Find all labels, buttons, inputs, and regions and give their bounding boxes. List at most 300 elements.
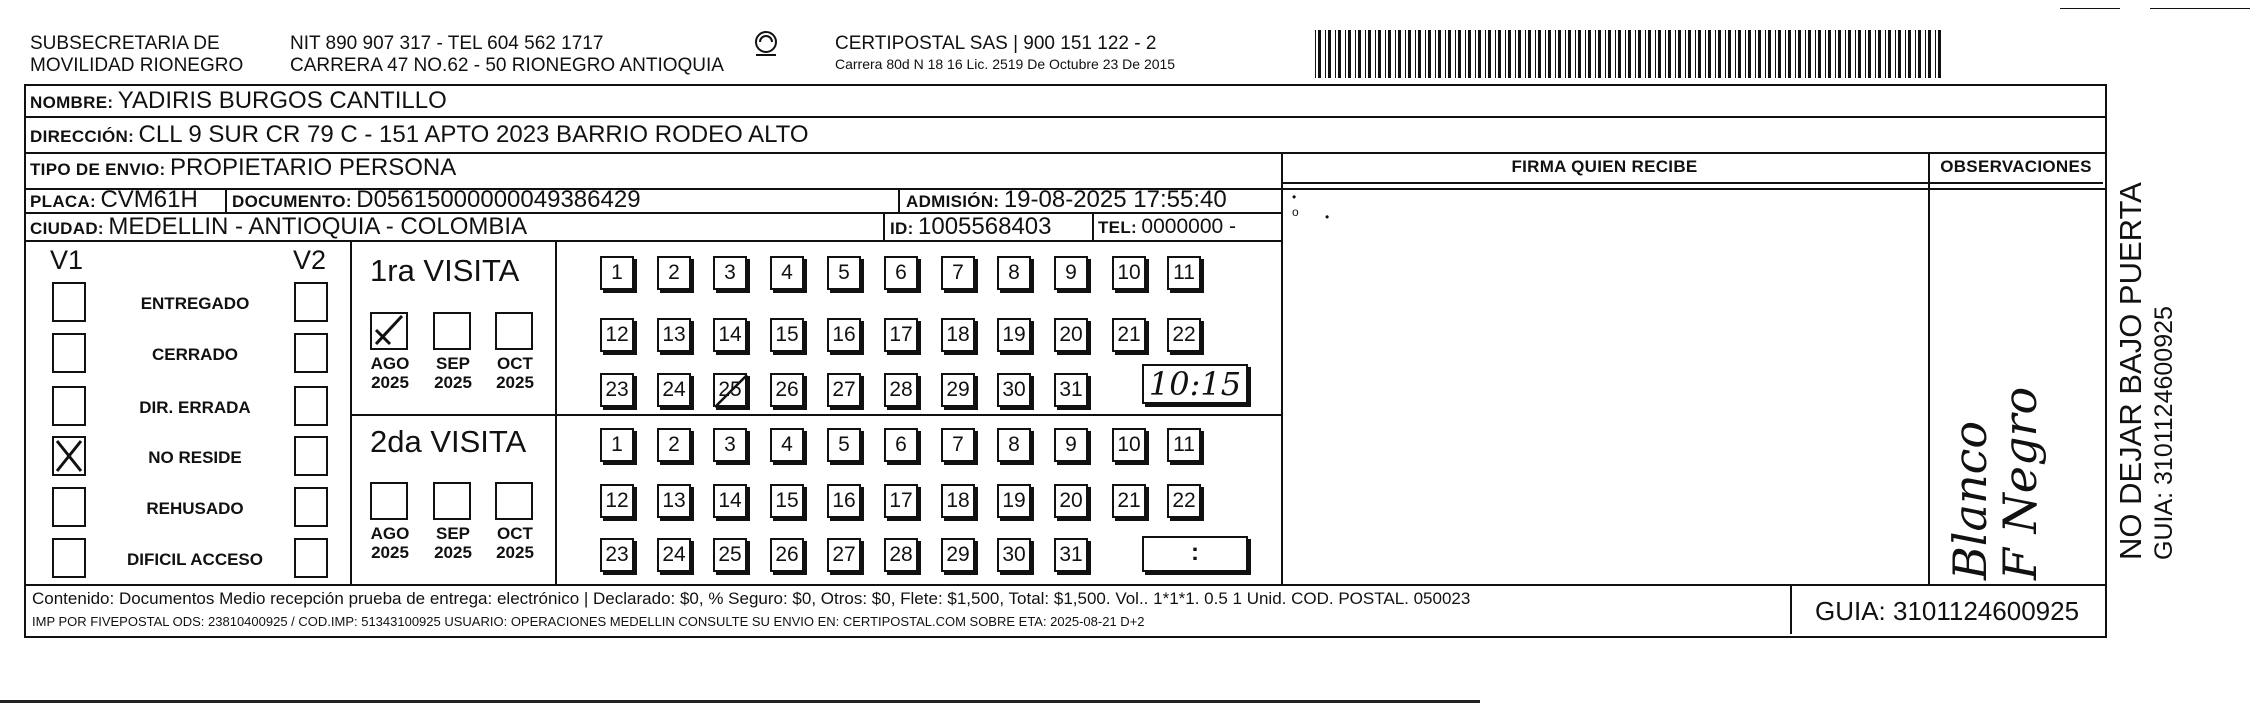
day-box[interactable]: 12 bbox=[600, 318, 634, 352]
day-box[interactable]: 19 bbox=[997, 318, 1031, 352]
barcode-bar bbox=[1558, 30, 1561, 78]
barcode-bar bbox=[1728, 30, 1731, 78]
observaciones-header: OBSERVACIONES bbox=[1940, 157, 2092, 176]
first-visit-time-value: 10:15 bbox=[1148, 365, 1242, 403]
tipo-value: PROPIETARIO PERSONA bbox=[169, 154, 457, 181]
day-box[interactable]: 19 bbox=[997, 484, 1031, 518]
row-divider bbox=[24, 584, 2105, 586]
barcode-bar bbox=[1805, 30, 1806, 78]
barcode-bar bbox=[1605, 30, 1606, 78]
ciudad-value: MEDELLIN - ANTIOQUIA - COLOMBIA bbox=[108, 213, 528, 240]
tipo-label: TIPO DE ENVIO: bbox=[30, 160, 166, 179]
barcode-bar bbox=[1785, 30, 1786, 78]
tel-value: 0000000 - bbox=[1141, 215, 1237, 238]
month-checkbox[interactable] bbox=[495, 312, 533, 350]
barcode-bar bbox=[1868, 30, 1871, 78]
admision-label: ADMISIÓN: bbox=[906, 192, 1000, 211]
barcode-bar bbox=[1388, 30, 1391, 78]
barcode-bar bbox=[1365, 30, 1366, 78]
admision-value: 19-08-2025 17:55:40 bbox=[1003, 186, 1227, 213]
barcode-bar bbox=[1778, 30, 1781, 78]
barcode-bar bbox=[1595, 30, 1596, 78]
id-field bbox=[890, 213, 1052, 244]
barcode-bar bbox=[1925, 30, 1926, 78]
tel-label: TEL: bbox=[1098, 218, 1137, 237]
day-box[interactable]: 2 bbox=[657, 256, 691, 290]
day-box[interactable]: 26 bbox=[770, 538, 804, 572]
v1-checkbox[interactable] bbox=[52, 386, 86, 426]
day-box[interactable]: 31 bbox=[1054, 538, 1088, 572]
barcode bbox=[1315, 30, 1951, 78]
barcode-bar bbox=[1648, 30, 1651, 78]
issuer-name bbox=[30, 33, 243, 77]
month-year: 2025 bbox=[434, 543, 472, 562]
day-box[interactable]: 21 bbox=[1112, 318, 1146, 352]
check-x-icon bbox=[54, 438, 84, 474]
month-label bbox=[489, 524, 541, 562]
status-label: ENTREGADO bbox=[140, 294, 250, 313]
day-box[interactable]: 25 bbox=[713, 538, 747, 572]
signature-mark: • bbox=[1325, 210, 1330, 224]
barcode-bar bbox=[1898, 30, 1901, 78]
v1-checkbox[interactable] bbox=[52, 436, 86, 476]
month-year: 2025 bbox=[496, 543, 534, 562]
issuer-line-1: SUBSECRETARIA DE bbox=[30, 33, 220, 54]
barcode-bar bbox=[1835, 30, 1836, 78]
day-box[interactable]: 18 bbox=[941, 318, 975, 352]
barcode-bar bbox=[1828, 30, 1831, 78]
barcode-bar bbox=[1798, 30, 1801, 78]
column-divider bbox=[1281, 152, 1283, 584]
day-box[interactable]: 17 bbox=[884, 318, 918, 352]
courier-line: CERTIPOSTAL SAS | 900 151 122 - 2 bbox=[835, 33, 1157, 54]
barcode-bar bbox=[1575, 30, 1576, 78]
barcode-bar bbox=[1758, 30, 1761, 78]
v1-checkbox[interactable] bbox=[52, 333, 86, 373]
courier-info bbox=[835, 33, 1175, 73]
barcode-bar bbox=[1705, 30, 1706, 78]
barcode-bar bbox=[1688, 30, 1691, 78]
barcode-bar bbox=[1718, 30, 1721, 78]
barcode-bar bbox=[1915, 30, 1916, 78]
month-year: 2025 bbox=[434, 373, 472, 392]
day-box[interactable]: 5 bbox=[827, 256, 861, 290]
barcode-bar bbox=[1445, 30, 1446, 78]
id-value: 1005568403 bbox=[918, 213, 1052, 240]
signature-mark: o bbox=[1292, 205, 1299, 219]
barcode-bar bbox=[1918, 30, 1921, 78]
v2-checkbox[interactable] bbox=[294, 282, 328, 322]
barcode-bar bbox=[1508, 30, 1511, 78]
observacion-line-2: F Negro bbox=[1993, 386, 2047, 580]
barcode-bar bbox=[1658, 30, 1661, 78]
barcode-bar bbox=[1928, 30, 1931, 78]
barcode-bar bbox=[1615, 30, 1616, 78]
day-box[interactable]: 4 bbox=[770, 256, 804, 290]
barcode-bar bbox=[1328, 30, 1331, 78]
status-label: CERRADO bbox=[152, 345, 238, 364]
barcode-bar bbox=[1428, 30, 1431, 78]
v2-header: V2 bbox=[293, 245, 327, 275]
month-checkbox[interactable] bbox=[495, 482, 533, 520]
v2-checkbox[interactable] bbox=[294, 538, 328, 578]
barcode-bar bbox=[1355, 30, 1356, 78]
barcode-bar bbox=[1765, 30, 1766, 78]
day-box[interactable]: 24 bbox=[657, 373, 691, 407]
ciudad-row bbox=[30, 213, 527, 244]
check-x-icon bbox=[372, 314, 406, 348]
barcode-bar bbox=[1878, 30, 1881, 78]
v1-checkbox[interactable] bbox=[52, 538, 86, 578]
barcode-bar bbox=[1475, 30, 1476, 78]
v1-checkbox[interactable] bbox=[52, 282, 86, 322]
month-name: OCT bbox=[497, 524, 533, 543]
barcode-bar bbox=[1738, 30, 1741, 78]
status-divider bbox=[350, 240, 352, 584]
barcode-bar bbox=[1908, 30, 1911, 78]
status-label: REHUSADO bbox=[146, 499, 244, 518]
barcode-bar bbox=[1348, 30, 1351, 78]
visit-divider bbox=[350, 414, 1282, 416]
barcode-bar bbox=[1538, 30, 1541, 78]
barcode-bar bbox=[1338, 30, 1341, 78]
direccion-value: CLL 9 SUR CR 79 C - 151 APTO 2023 BARRIO RODEO ALTO bbox=[138, 121, 809, 148]
tel-field bbox=[1098, 213, 1236, 243]
month-checkbox[interactable] bbox=[370, 482, 408, 520]
day-box[interactable]: 3 bbox=[713, 256, 747, 290]
barcode-bar bbox=[1748, 30, 1751, 78]
day-box[interactable]: 2 bbox=[657, 428, 691, 462]
v2-checkbox[interactable] bbox=[294, 487, 328, 527]
column-divider bbox=[898, 188, 900, 214]
barcode-bar bbox=[1938, 30, 1941, 78]
side-text bbox=[2113, 100, 2193, 560]
day-box[interactable]: 13 bbox=[657, 318, 691, 352]
day-box[interactable]: 27 bbox=[827, 373, 861, 407]
v1-header: V1 bbox=[50, 245, 84, 275]
direccion-row bbox=[30, 121, 809, 152]
day-box[interactable]: 30 bbox=[997, 373, 1031, 407]
barcode-bar bbox=[1378, 30, 1381, 78]
barcode-bar bbox=[1905, 30, 1906, 78]
no-dejar-warning: NO DEJAR BAJO PUERTA bbox=[2113, 182, 2148, 560]
v2-checkbox[interactable] bbox=[294, 386, 328, 426]
barcode-bar bbox=[1858, 30, 1861, 78]
day-box[interactable]: 16 bbox=[827, 318, 861, 352]
barcode-bar bbox=[1885, 30, 1886, 78]
day-box[interactable]: 28 bbox=[884, 538, 918, 572]
footer-guia: GUIA: 3101124600925 bbox=[1814, 596, 2080, 626]
barcode-bar bbox=[1405, 30, 1406, 78]
column-divider bbox=[1928, 152, 1930, 584]
day-box[interactable]: 9 bbox=[1054, 256, 1088, 290]
v2-checkbox[interactable] bbox=[294, 333, 328, 373]
barcode-bar bbox=[1398, 30, 1401, 78]
day-box[interactable]: 10 bbox=[1112, 428, 1146, 462]
day-box[interactable]: 11 bbox=[1167, 256, 1201, 290]
day-box[interactable]: 10 bbox=[1112, 256, 1146, 290]
barcode-bar bbox=[1588, 30, 1591, 78]
barcode-bar bbox=[1628, 30, 1631, 78]
second-visit-time bbox=[1142, 536, 1248, 572]
first-visit-time bbox=[1142, 364, 1248, 404]
license-line: Carrera 80d N 18 16 Lic. 2519 De Octubre 23 De 2015 bbox=[835, 56, 1176, 72]
v1-checkbox[interactable] bbox=[52, 487, 86, 527]
barcode-bar bbox=[1775, 30, 1776, 78]
barcode-bar bbox=[1698, 30, 1701, 78]
day-box[interactable]: 14 bbox=[713, 318, 747, 352]
day-box[interactable]: 31 bbox=[1054, 373, 1088, 407]
barcode-bar bbox=[1635, 30, 1636, 78]
barcode-bar bbox=[1408, 30, 1411, 78]
second-visit-title: 2da VISITA bbox=[370, 424, 527, 459]
barcode-bar bbox=[1795, 30, 1796, 78]
day-box[interactable]: 22 bbox=[1167, 318, 1201, 352]
day-box[interactable]: 25 bbox=[713, 373, 747, 407]
month-label bbox=[364, 524, 416, 562]
barcode-bar bbox=[1715, 30, 1716, 78]
issuer-contact bbox=[290, 33, 724, 77]
side-guia: GUIA: 3101124600925 bbox=[2150, 306, 2178, 560]
visit-divider bbox=[555, 240, 557, 584]
day-box[interactable]: 21 bbox=[1112, 484, 1146, 518]
barcode-bar bbox=[1695, 30, 1696, 78]
barcode-bar bbox=[1865, 30, 1866, 78]
day-box[interactable]: 20 bbox=[1054, 318, 1088, 352]
month-label bbox=[427, 354, 479, 392]
day-box[interactable]: 6 bbox=[884, 256, 918, 290]
barcode-bar bbox=[1678, 30, 1681, 78]
barcode-bar bbox=[1528, 30, 1531, 78]
day-box[interactable]: 23 bbox=[600, 373, 634, 407]
day-box[interactable]: 1 bbox=[600, 256, 634, 290]
barcode-bar bbox=[1598, 30, 1601, 78]
barcode-bar bbox=[1755, 30, 1756, 78]
day-box[interactable]: 13 bbox=[657, 484, 691, 518]
barcode-bar bbox=[1888, 30, 1891, 78]
address-line: CARRERA 47 NO.62 - 50 RIONEGRO ANTIOQUIA bbox=[290, 55, 724, 76]
day-strike-icon bbox=[713, 373, 749, 409]
barcode-bar bbox=[1768, 30, 1771, 78]
barcode-bar bbox=[1415, 30, 1416, 78]
day-box[interactable]: 4 bbox=[770, 428, 804, 462]
barcode-bar bbox=[1565, 30, 1566, 78]
placa-label: PLACA: bbox=[30, 192, 97, 211]
barcode-bar bbox=[1788, 30, 1791, 78]
barcode-bar bbox=[1848, 30, 1851, 78]
month-checkbox[interactable] bbox=[433, 482, 471, 520]
month-checkbox[interactable] bbox=[433, 312, 471, 350]
placa-value: CVM61H bbox=[100, 186, 198, 213]
barcode-bar bbox=[1395, 30, 1396, 78]
barcode-bar bbox=[1838, 30, 1841, 78]
corner-mark bbox=[2060, 8, 2120, 9]
month-name: AGO bbox=[370, 524, 410, 543]
month-name: SEP bbox=[435, 524, 471, 543]
day-box[interactable]: 30 bbox=[997, 538, 1031, 572]
first-visit-title: 1ra VISITA bbox=[370, 253, 520, 288]
nombre-row bbox=[30, 87, 447, 118]
day-box[interactable]: 28 bbox=[884, 373, 918, 407]
nit-line: NIT 890 907 317 - TEL 604 562 1717 bbox=[290, 33, 604, 54]
day-box[interactable]: 24 bbox=[657, 538, 691, 572]
day-box[interactable]: 1 bbox=[600, 428, 634, 462]
barcode-bar bbox=[1895, 30, 1896, 78]
footer-line-1: Contenido: Documentos Medio recepción prueba de entrega: electrónico | Declarado: $0, % Seguro: $0, Otros: $0, Flete: $1,500, Total: $1,500. Vol.. 1*1*1. 0.5 1 Unid. COD. POSTAL. 050023 bbox=[32, 589, 1471, 608]
month-label bbox=[427, 524, 479, 562]
ciudad-label: CIUDAD: bbox=[30, 219, 104, 238]
barcode-bar bbox=[1438, 30, 1441, 78]
month-name: AGO bbox=[370, 354, 410, 373]
day-box[interactable]: 3 bbox=[713, 428, 747, 462]
barcode-bar bbox=[1585, 30, 1586, 78]
barcode-bar bbox=[1545, 30, 1546, 78]
day-box[interactable]: 26 bbox=[770, 373, 804, 407]
barcode-bar bbox=[1708, 30, 1711, 78]
barcode-bar bbox=[1685, 30, 1686, 78]
day-box[interactable]: 23 bbox=[600, 538, 634, 572]
barcode-bar bbox=[1465, 30, 1466, 78]
day-box[interactable]: 12 bbox=[600, 484, 634, 518]
day-box[interactable]: 29 bbox=[941, 373, 975, 407]
barcode-bar bbox=[1555, 30, 1556, 78]
barcode-bar bbox=[1385, 30, 1386, 78]
barcode-bar bbox=[1485, 30, 1486, 78]
month-name: SEP bbox=[435, 354, 471, 373]
barcode-bar bbox=[1448, 30, 1451, 78]
barcode-bar bbox=[1625, 30, 1626, 78]
barcode-bar bbox=[1618, 30, 1621, 78]
barcode-bar bbox=[1345, 30, 1346, 78]
barcode-bar bbox=[1468, 30, 1471, 78]
barcode-bar bbox=[1498, 30, 1501, 78]
corner-mark bbox=[2150, 8, 2250, 9]
barcode-bar bbox=[1875, 30, 1876, 78]
barcode-bar bbox=[1495, 30, 1496, 78]
day-box[interactable]: 17 bbox=[884, 484, 918, 518]
barcode-bar bbox=[1855, 30, 1856, 78]
barcode-bar bbox=[1935, 30, 1936, 78]
barcode-bar bbox=[1505, 30, 1506, 78]
status-label: NO RESIDE bbox=[148, 448, 242, 467]
day-box[interactable]: 8 bbox=[997, 256, 1031, 290]
firma-header: FIRMA QUIEN RECIBE bbox=[1511, 157, 1698, 176]
barcode-bar bbox=[1535, 30, 1536, 78]
day-box[interactable]: 14 bbox=[713, 484, 747, 518]
barcode-bar bbox=[1735, 30, 1736, 78]
barcode-bar bbox=[1818, 30, 1821, 78]
documento-value: D05615000000049386429 bbox=[356, 186, 641, 213]
barcode-bar bbox=[1368, 30, 1371, 78]
barcode-bar bbox=[1375, 30, 1376, 78]
direccion-label: DIRECCIÓN: bbox=[30, 127, 135, 146]
month-name: OCT bbox=[497, 354, 533, 373]
day-box[interactable]: 15 bbox=[770, 484, 804, 518]
signature-mark: • bbox=[1292, 190, 1297, 204]
barcode-bar bbox=[1425, 30, 1426, 78]
barcode-bar bbox=[1488, 30, 1491, 78]
barcode-bar bbox=[1525, 30, 1526, 78]
day-box[interactable]: 7 bbox=[941, 428, 975, 462]
nombre-value: YADIRIS BURGOS CANTILLO bbox=[117, 87, 447, 114]
barcode-bar bbox=[1578, 30, 1581, 78]
barcode-bar bbox=[1455, 30, 1456, 78]
day-box[interactable]: 27 bbox=[827, 538, 861, 572]
barcode-bar bbox=[1808, 30, 1811, 78]
barcode-bar bbox=[1358, 30, 1361, 78]
barcode-bar bbox=[1435, 30, 1436, 78]
month-year: 2025 bbox=[371, 543, 409, 562]
barcode-bar bbox=[1608, 30, 1611, 78]
day-box[interactable]: 15 bbox=[770, 318, 804, 352]
barcode-bar bbox=[1458, 30, 1461, 78]
day-box[interactable]: 6 bbox=[884, 428, 918, 462]
barcode-bar bbox=[1665, 30, 1666, 78]
barcode-bar bbox=[1568, 30, 1571, 78]
barcode-bar bbox=[1845, 30, 1846, 78]
barcode-bar bbox=[1418, 30, 1421, 78]
footer-line-2: IMP POR FIVEPOSTAL ODS: 23810400925 / COD.IMP: 51343100925 USUARIO: OPERACIONES MEDELLIN CONSULTE SU ENVIO EN: CERTIPOSTAL.COM SOBRE ETA: 2025-08-21 D+2 bbox=[32, 614, 1145, 629]
status-label: DIR. ERRADA bbox=[139, 398, 251, 417]
barcode-bar bbox=[1675, 30, 1676, 78]
nombre-label: NOMBRE: bbox=[30, 93, 114, 112]
day-box[interactable]: 9 bbox=[1054, 428, 1088, 462]
v2-checkbox[interactable] bbox=[294, 436, 328, 476]
barcode-bar bbox=[1548, 30, 1551, 78]
barcode-bar bbox=[1825, 30, 1826, 78]
day-box[interactable]: 20 bbox=[1054, 484, 1088, 518]
id-label: ID: bbox=[890, 219, 914, 238]
day-box[interactable]: 16 bbox=[827, 484, 861, 518]
day-box[interactable]: 7 bbox=[941, 256, 975, 290]
barcode-bar bbox=[1725, 30, 1726, 78]
courier-logo-icon bbox=[752, 30, 780, 58]
barcode-bar bbox=[1815, 30, 1816, 78]
barcode-bar bbox=[1318, 30, 1321, 78]
second-visit-time-value: : bbox=[1191, 539, 1199, 566]
month-label bbox=[489, 354, 541, 392]
barcode-bar bbox=[1478, 30, 1481, 78]
bottom-rule bbox=[0, 700, 1480, 703]
issuer-line-2: MOVILIDAD RIONEGRO bbox=[30, 55, 244, 76]
documento-label: DOCUMENTO: bbox=[232, 192, 352, 211]
barcode-bar bbox=[1745, 30, 1746, 78]
month-checkbox[interactable] bbox=[370, 312, 408, 350]
observacion-handwriting bbox=[1943, 180, 2047, 580]
month-label bbox=[364, 354, 416, 392]
barcode-bar bbox=[1638, 30, 1641, 78]
day-box[interactable]: 18 bbox=[941, 484, 975, 518]
barcode-bar bbox=[1668, 30, 1671, 78]
day-box[interactable]: 11 bbox=[1167, 428, 1201, 462]
day-box[interactable]: 29 bbox=[941, 538, 975, 572]
barcode-bar bbox=[1515, 30, 1516, 78]
day-box[interactable]: 22 bbox=[1167, 484, 1201, 518]
barcode-bar bbox=[1645, 30, 1646, 78]
barcode-bar bbox=[1325, 30, 1326, 78]
tipo-row bbox=[30, 154, 456, 185]
status-label: DIFICIL ACCESO bbox=[126, 550, 263, 569]
barcode-bar bbox=[1335, 30, 1336, 78]
barcode-bar bbox=[1655, 30, 1656, 78]
month-year: 2025 bbox=[371, 373, 409, 392]
day-box[interactable]: 8 bbox=[997, 428, 1031, 462]
barcode-bar bbox=[1518, 30, 1521, 78]
observacion-line-1: Blanco bbox=[1943, 420, 1997, 580]
month-year: 2025 bbox=[496, 373, 534, 392]
column-divider bbox=[883, 212, 885, 240]
day-box[interactable]: 5 bbox=[827, 428, 861, 462]
